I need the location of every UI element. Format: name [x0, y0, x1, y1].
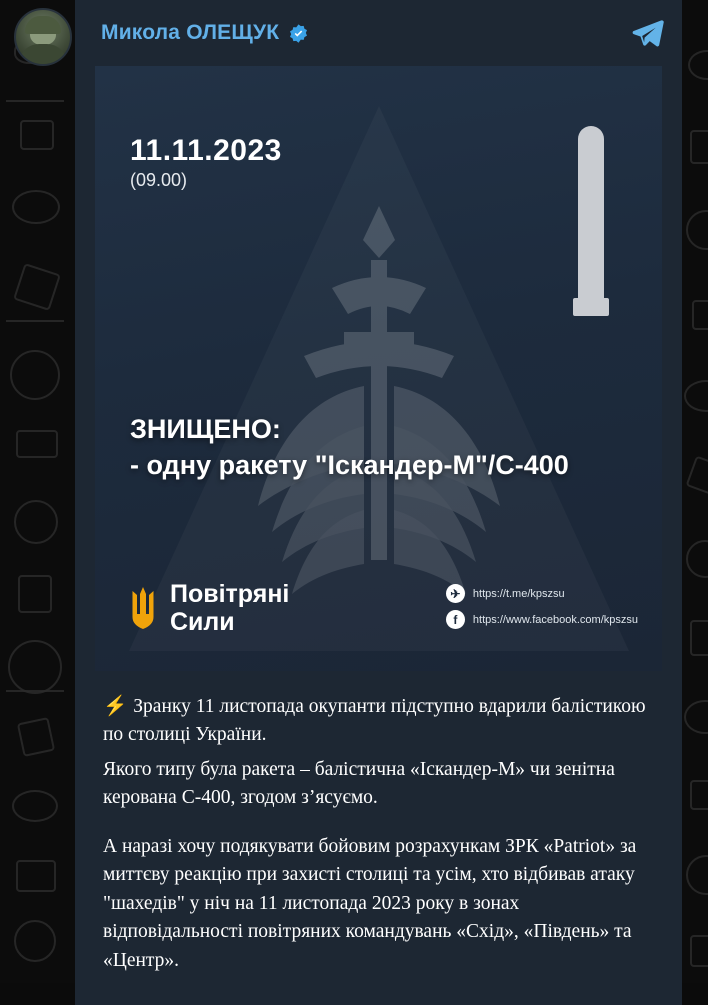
poster-brand — [130, 580, 289, 638]
telegram-icon: ✈ — [446, 584, 465, 603]
lightning-bolt-icon: ⚡ — [103, 696, 128, 717]
poster-item: - одну ракету "Іскандер-М"/С-400 — [130, 450, 569, 481]
avatar-helmet-icon — [25, 16, 61, 34]
verified-badge-icon — [288, 23, 309, 44]
telegram-post-card — [75, 0, 682, 1005]
poster-brand-text — [170, 580, 289, 638]
poster-date-block — [130, 134, 282, 191]
poster-brand-line1: Повітряні — [170, 579, 290, 608]
post-message — [75, 671, 682, 1005]
facebook-link-row[interactable] — [446, 610, 638, 629]
message-paragraph-1 — [103, 693, 654, 750]
channel-name[interactable]: Микола ОЛЕЩУК — [101, 21, 280, 44]
ukraine-trident-icon — [130, 587, 156, 629]
poster-brand-line2: Сили — [170, 608, 235, 637]
poster-headline: ЗНИЩЕНО: — [130, 414, 281, 444]
poster-links — [446, 577, 638, 629]
poster-date: 11.11.2023 — [130, 134, 282, 167]
post-image[interactable] — [95, 66, 662, 671]
missile-silhouette — [578, 126, 604, 316]
message-paragraph-1-text: Зранку 11 листопада окупанти підступно вдарили балістикою по столиці України. — [103, 696, 646, 746]
post-header — [75, 0, 682, 66]
telegram-link-row[interactable] — [446, 584, 638, 603]
message-paragraph-2: Якого типу була ракета – балістична «Іскандер-М» чи зенітна керована С-400, згодом з’ясуємо. — [103, 758, 615, 809]
avatar[interactable] — [14, 8, 72, 66]
poster-time: (09.00) — [130, 170, 188, 190]
facebook-icon: f — [446, 610, 465, 629]
telegram-link-url: https://t.me/kpszsu — [472, 587, 565, 600]
poster-text-block — [130, 411, 569, 484]
facebook-link-url: https://www.facebook.com/kpszsu — [472, 613, 638, 626]
avatar-body — [19, 44, 67, 64]
message-paragraph-3: А наразі хочу подякувати бойовим розрахункам ЗРК «Patriot» за миттєву реакцію при захисті столиці та усім, хто відбивав атаку "шахедів" у ніч на 11 листопада 2023 року в зонах відповідальності повітряних командувань «Схід», «Південь» та «Центр». — [103, 835, 637, 971]
telegram-logo-icon[interactable] — [630, 16, 664, 50]
